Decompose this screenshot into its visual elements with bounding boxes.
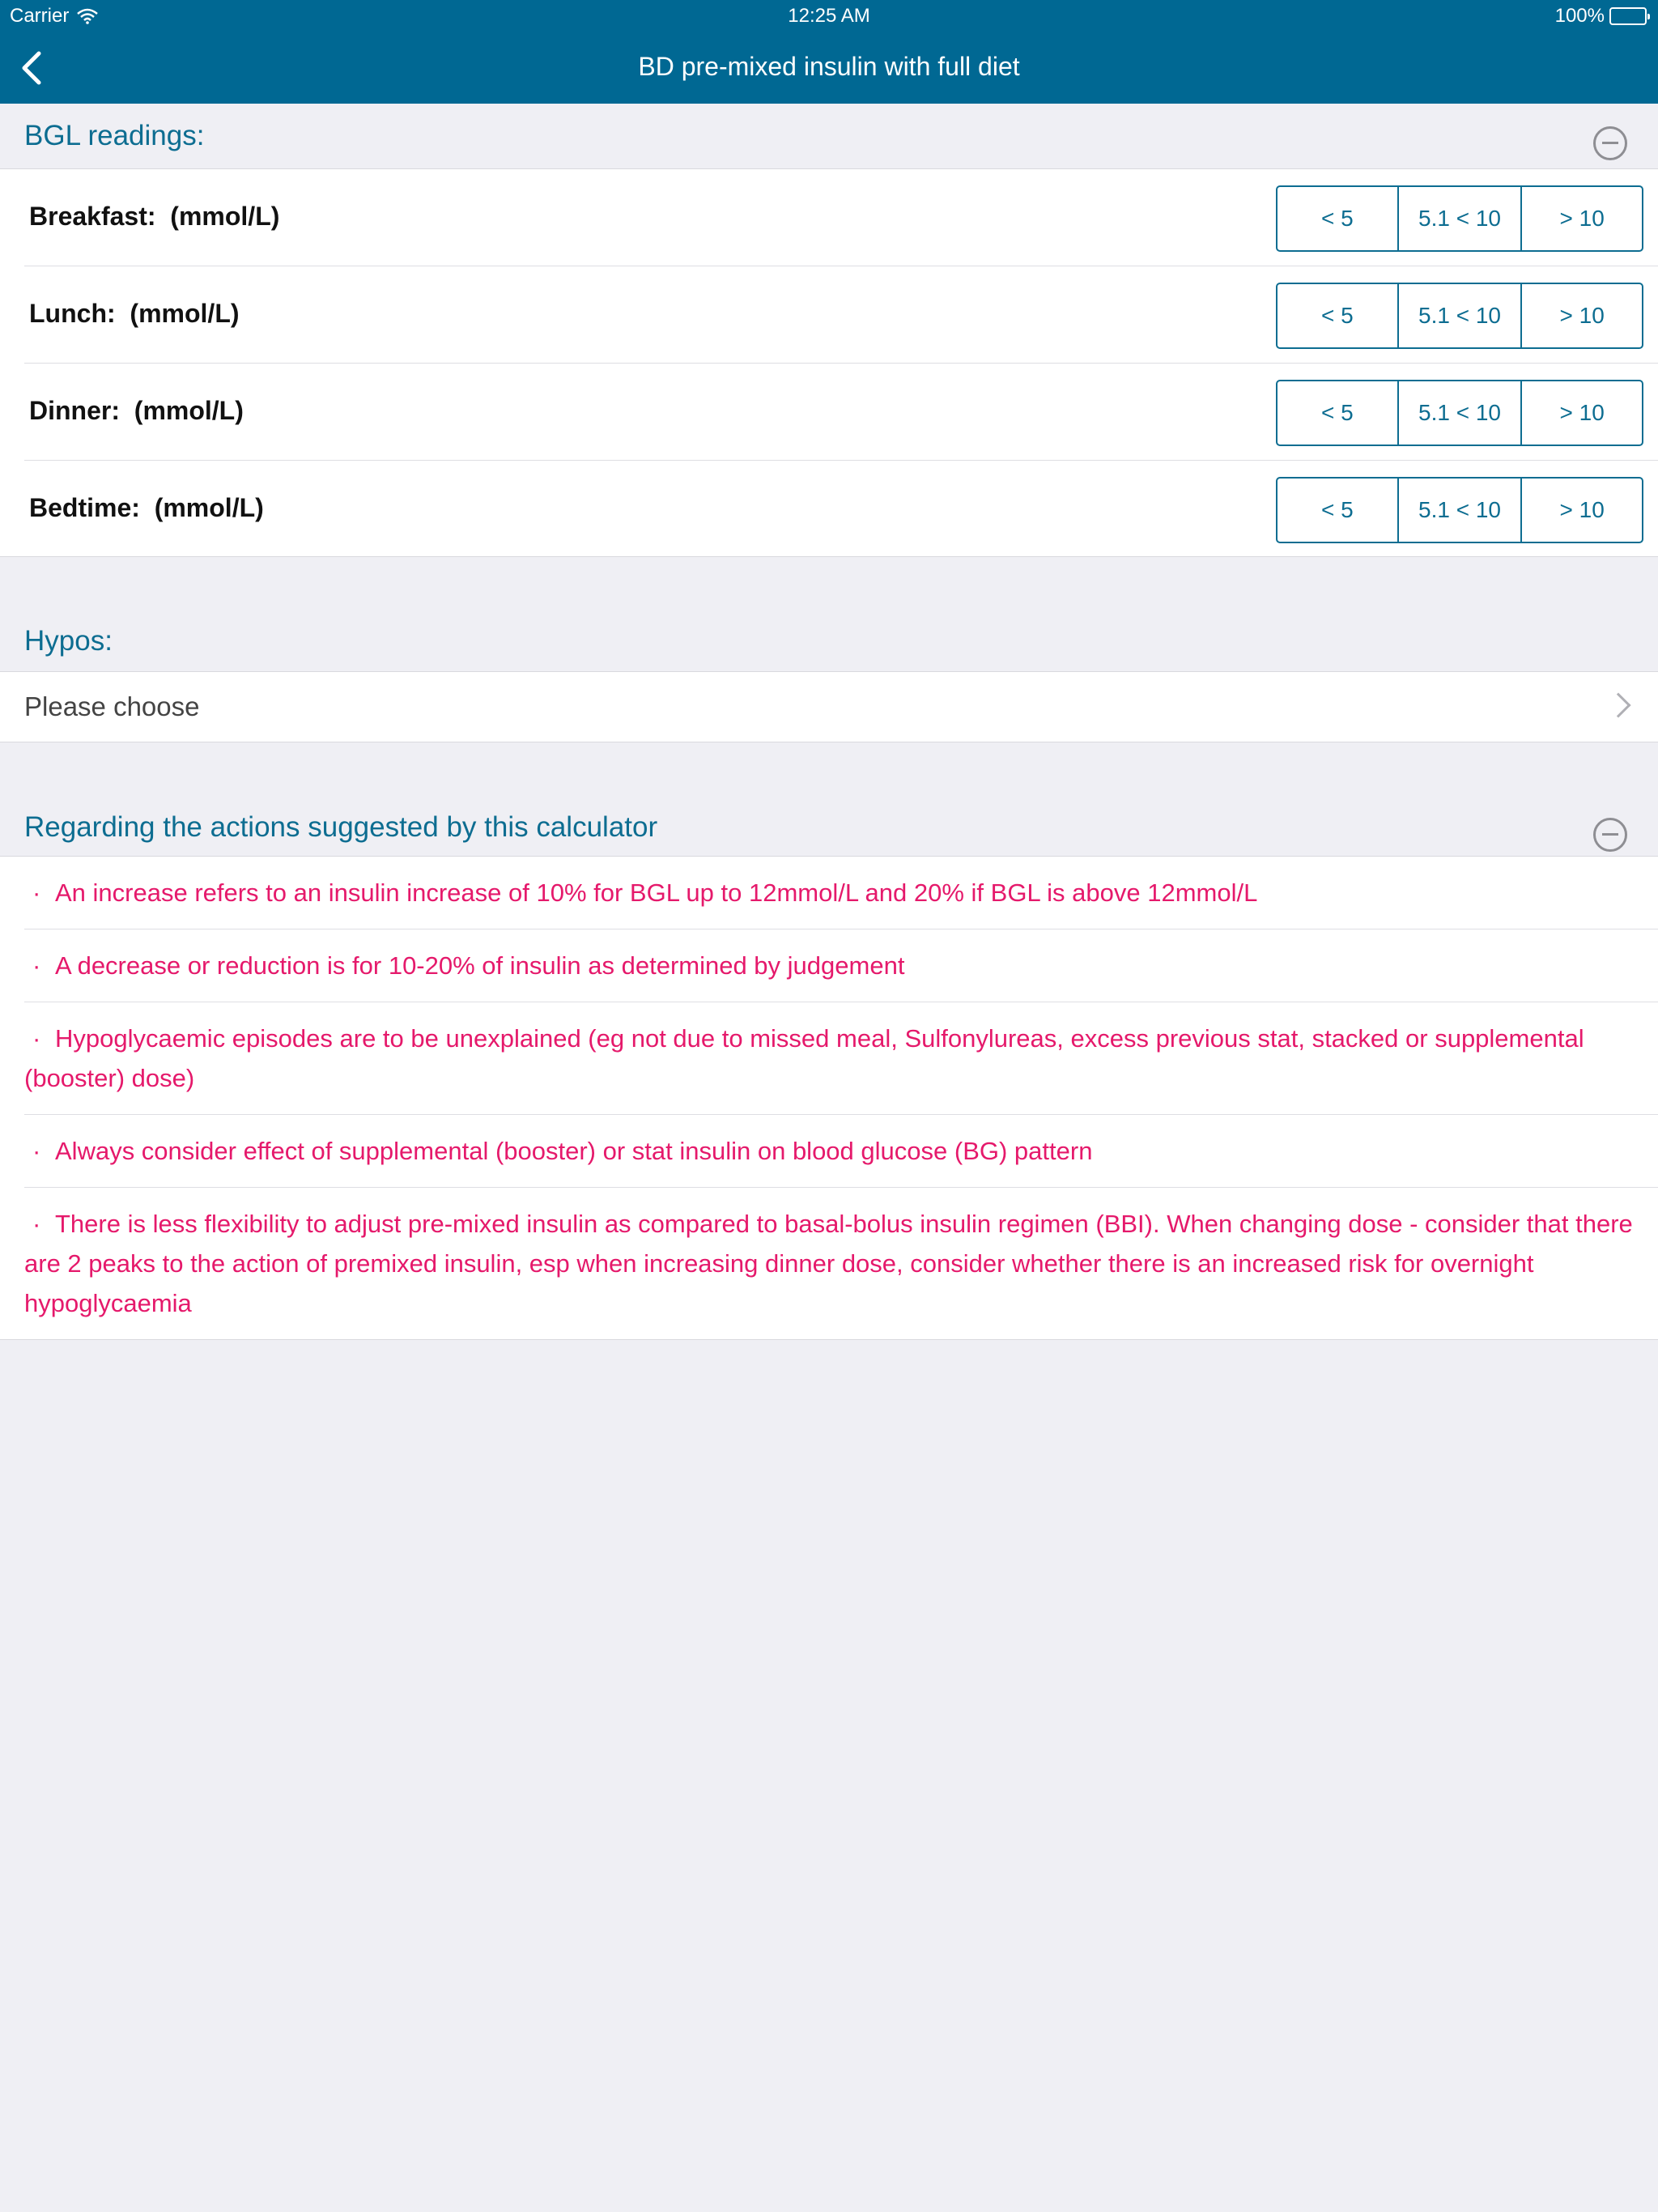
- note-item: [24, 1002, 1658, 1115]
- unit-label: (mmol/L): [130, 299, 240, 328]
- bgl-row-breakfast: [24, 169, 1658, 266]
- navigation-bar: [0, 32, 1658, 104]
- bgl-section-title: BGL readings:: [24, 120, 205, 151]
- hypos-picker-row[interactable]: [0, 671, 1658, 742]
- note-text: A decrease or reduction is for 10-20% of insulin as determined by judgement: [55, 951, 905, 980]
- range-option-low[interactable]: < 5: [1278, 479, 1399, 542]
- note-text: Always consider effect of supplemental (booster) or stat insulin on blood glucose (BG) pattern: [55, 1137, 1093, 1165]
- hypos-picker-value: Please choose: [24, 691, 200, 721]
- bullet-icon: ·: [32, 1024, 41, 1053]
- bullet-icon: ·: [32, 878, 41, 907]
- note-item: [24, 1115, 1658, 1188]
- bgl-range-selector[interactable]: [1276, 477, 1643, 543]
- bgl-readings-list: [0, 168, 1658, 557]
- range-option-high[interactable]: > 10: [1559, 303, 1605, 328]
- range-option-high[interactable]: > 10: [1559, 400, 1605, 425]
- unit-label: (mmol/L): [154, 493, 264, 522]
- actions-section-title: Regarding the actions suggested by this calculator: [24, 811, 658, 843]
- note-item: [24, 1188, 1658, 1339]
- note-text: An increase refers to an insulin increase of 10% for BGL up to 12mmol/L and 20% if BGL is above 12mmol/L: [55, 878, 1258, 907]
- collapse-minus-icon[interactable]: [1593, 126, 1627, 160]
- note-text: There is less flexibility to adjust pre-mixed insulin as compared to basal-bolus insulin regimen (BBI). When changing dose - consider that there are 2 peaks to the action of premixed insulin, esp when increasing dinner dose, consider whether there is an increased risk for overnight hypoglycaemia: [24, 1210, 1633, 1317]
- unit-label: (mmol/L): [170, 202, 280, 231]
- bgl-range-selector[interactable]: [1276, 283, 1643, 349]
- note-text: Hypoglycaemic episodes are to be unexplained (eg not due to missed meal, Sulfonylureas, excess previous stat, stacked or supplemental (booster) dose): [24, 1024, 1584, 1092]
- range-option-low[interactable]: < 5: [1278, 187, 1399, 250]
- note-item: [24, 929, 1658, 1002]
- range-option-mid[interactable]: 5.1 < 10: [1399, 479, 1523, 542]
- meal-label: Dinner:: [29, 396, 120, 425]
- status-bar: [0, 0, 1658, 32]
- meal-label: Lunch:: [29, 299, 116, 328]
- range-option-mid[interactable]: 5.1 < 10: [1399, 187, 1523, 250]
- battery-percent: 100%: [1554, 5, 1605, 27]
- note-item: [24, 857, 1658, 929]
- range-option-low[interactable]: < 5: [1278, 284, 1399, 347]
- bgl-row-bedtime: [24, 461, 1658, 558]
- bullet-icon: ·: [32, 1210, 41, 1238]
- hypos-section-title: Hypos:: [24, 625, 113, 657]
- collapse-minus-icon[interactable]: [1593, 818, 1627, 852]
- meal-label: Bedtime:: [29, 493, 140, 522]
- range-option-mid[interactable]: 5.1 < 10: [1399, 284, 1523, 347]
- battery-indicator: [1555, 5, 1647, 28]
- bgl-range-selector[interactable]: [1276, 380, 1643, 446]
- bgl-row-dinner: [24, 364, 1658, 461]
- actions-notes-list: [0, 856, 1658, 1340]
- page-title: BD pre-mixed insulin with full diet: [638, 52, 1020, 81]
- range-option-high[interactable]: > 10: [1559, 497, 1605, 522]
- actions-section-header: [0, 795, 1658, 861]
- chevron-right-icon: [1605, 692, 1630, 717]
- meal-label: Breakfast:: [29, 202, 156, 231]
- bgl-row-lunch: [24, 266, 1658, 364]
- range-option-mid[interactable]: 5.1 < 10: [1399, 381, 1523, 445]
- range-option-high[interactable]: > 10: [1559, 206, 1605, 231]
- bgl-range-selector[interactable]: [1276, 185, 1643, 252]
- bullet-icon: ·: [32, 1137, 41, 1165]
- clock: 12:25 AM: [788, 5, 870, 27]
- range-option-low[interactable]: < 5: [1278, 381, 1399, 445]
- hypos-section-header: [0, 609, 1658, 675]
- bullet-icon: ·: [32, 951, 41, 980]
- carrier-label: Carrier: [10, 5, 70, 27]
- bgl-section-header: [0, 104, 1658, 170]
- battery-icon: [1609, 7, 1647, 25]
- unit-label: (mmol/L): [134, 396, 244, 425]
